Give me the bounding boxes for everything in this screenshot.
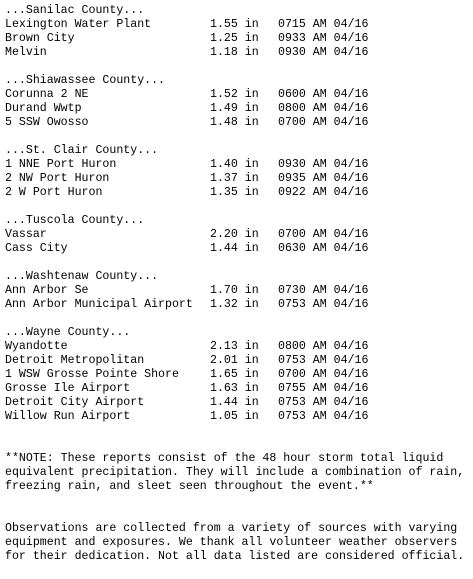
report-time: 0753 AM 04/16 <box>278 410 369 423</box>
county-header-tuscola: ...Tuscola County... <box>5 214 145 227</box>
table-row <box>5 18 471 32</box>
note-line: **NOTE: These reports consist of the 48 hour storm total liquid <box>5 452 444 465</box>
precip-amount: 1.55 in <box>210 18 259 31</box>
precip-amount: 1.48 in <box>210 116 259 129</box>
precip-amount: 1.35 in <box>210 186 259 199</box>
table-row <box>5 102 471 116</box>
observations-line: equipment and exposures. We thank all volunteer weather observers <box>5 536 458 549</box>
county-header-sanilac: ...Sanilac County... <box>5 4 145 17</box>
precip-amount: 1.49 in <box>210 102 259 115</box>
table-row <box>5 382 471 396</box>
table-row <box>5 354 471 368</box>
station-name: Ann Arbor Municipal Airport <box>5 298 193 311</box>
report-time: 0700 AM 04/16 <box>278 116 369 129</box>
report-time: 0800 AM 04/16 <box>278 340 369 353</box>
report-time: 0715 AM 04/16 <box>278 18 369 31</box>
precip-amount: 1.52 in <box>210 88 259 101</box>
blank-line <box>5 508 471 522</box>
station-name: 1 WSW Grosse Pointe Shore <box>5 368 179 381</box>
report-time: 0755 AM 04/16 <box>278 382 369 395</box>
blank-line <box>5 256 471 270</box>
report-time: 0753 AM 04/16 <box>278 298 369 311</box>
county-header-st-clair: ...St. Clair County... <box>5 144 159 157</box>
precip-amount: 1.40 in <box>210 158 259 171</box>
station-name: Cass City <box>5 242 68 255</box>
table-row <box>5 88 471 102</box>
precip-amount: 1.44 in <box>210 396 259 409</box>
table-row <box>5 242 471 256</box>
station-name: 2 W Port Huron <box>5 186 103 199</box>
precip-amount: 2.20 in <box>210 228 259 241</box>
report-time: 0753 AM 04/16 <box>278 396 369 409</box>
precip-amount: 1.63 in <box>210 382 259 395</box>
table-row <box>5 410 471 424</box>
report-time: 0935 AM 04/16 <box>278 172 369 185</box>
station-name: Brown City <box>5 32 75 45</box>
station-name: 1 NNE Port Huron <box>5 158 117 171</box>
precip-amount: 1.70 in <box>210 284 259 297</box>
station-name: Ann Arbor Se <box>5 284 89 297</box>
table-row <box>5 228 471 242</box>
blank-line <box>5 130 471 144</box>
precip-amount: 1.37 in <box>210 172 259 185</box>
report-time: 0930 AM 04/16 <box>278 158 369 171</box>
station-name: 2 NW Port Huron <box>5 172 110 185</box>
precip-amount: 1.32 in <box>210 298 259 311</box>
precip-amount: 1.65 in <box>210 368 259 381</box>
station-name: Grosse Ile Airport <box>5 382 131 395</box>
report-time: 0930 AM 04/16 <box>278 46 369 59</box>
table-row <box>5 284 471 298</box>
report-time: 0730 AM 04/16 <box>278 284 369 297</box>
precip-amount: 1.18 in <box>210 46 259 59</box>
report-time: 0700 AM 04/16 <box>278 228 369 241</box>
observations-line: Observations are collected from a variety of sources with varying <box>5 522 458 535</box>
table-row <box>5 46 471 60</box>
table-row <box>5 158 471 172</box>
precip-amount: 1.05 in <box>210 410 259 423</box>
table-row <box>5 368 471 382</box>
station-name: Durand Wwtp <box>5 102 82 115</box>
precip-amount: 1.44 in <box>210 242 259 255</box>
station-name: Detroit Metropolitan <box>5 354 145 367</box>
station-name: Wyandotte <box>5 340 68 353</box>
station-name: Detroit City Airport <box>5 396 145 409</box>
county-header-shiawassee: ...Shiawassee County... <box>5 74 166 87</box>
blank-line <box>5 60 471 74</box>
table-row <box>5 396 471 410</box>
station-name: Vassar <box>5 228 47 241</box>
blank-line <box>5 494 471 508</box>
report-time: 0600 AM 04/16 <box>278 88 369 101</box>
county-header-washtenaw: ...Washtenaw County... <box>5 270 159 283</box>
observations-line: for their dedication. Not all data listed are considered official. <box>5 550 465 563</box>
table-row <box>5 172 471 186</box>
station-name: Willow Run Airport <box>5 410 131 423</box>
report-time: 0700 AM 04/16 <box>278 368 369 381</box>
blank-line <box>5 424 471 438</box>
table-row <box>5 32 471 46</box>
precip-amount: 2.01 in <box>210 354 259 367</box>
precip-amount: 2.13 in <box>210 340 259 353</box>
report-time: 0922 AM 04/16 <box>278 186 369 199</box>
table-row <box>5 186 471 200</box>
note-line: equivalent precipitation. They will include a combination of rain, <box>5 466 465 479</box>
station-name: Corunna 2 NE <box>5 88 89 101</box>
blank-line <box>5 438 471 452</box>
precip-amount: 1.25 in <box>210 32 259 45</box>
table-row <box>5 340 471 354</box>
station-name: Lexington Water Plant <box>5 18 152 31</box>
county-header-wayne: ...Wayne County... <box>5 326 131 339</box>
note-line: freezing rain, and sleet seen throughout the event.** <box>5 480 374 493</box>
table-row <box>5 116 471 130</box>
report-document <box>5 4 471 564</box>
station-name: Melvin <box>5 46 47 59</box>
report-time: 0630 AM 04/16 <box>278 242 369 255</box>
report-time: 0800 AM 04/16 <box>278 102 369 115</box>
table-row <box>5 298 471 312</box>
blank-line <box>5 312 471 326</box>
report-time: 0753 AM 04/16 <box>278 354 369 367</box>
report-time: 0933 AM 04/16 <box>278 32 369 45</box>
station-name: 5 SSW Owosso <box>5 116 89 129</box>
blank-line <box>5 200 471 214</box>
